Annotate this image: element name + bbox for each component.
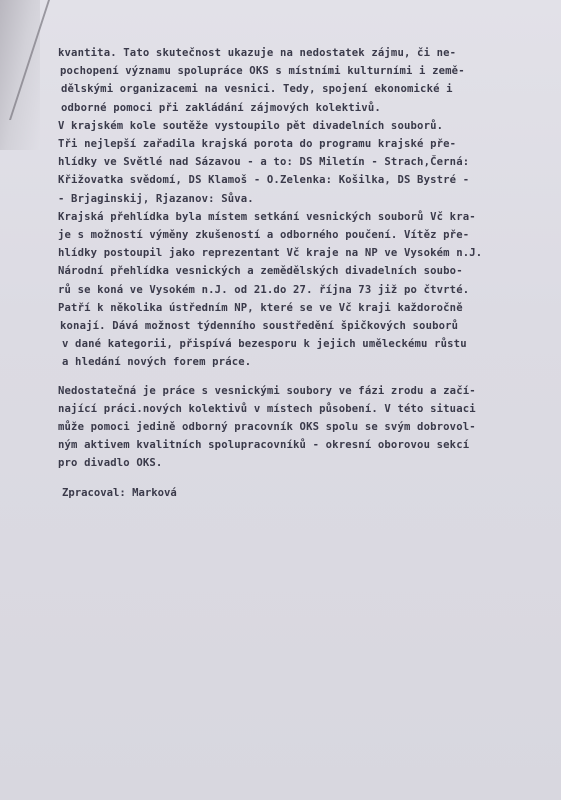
text-line: ným aktivem kvalitních spolupracovníků - okresní oborovou sekcí bbox=[58, 439, 470, 452]
text-line: Tři nejlepší zařadila krajská porota do programu krajské pře- bbox=[58, 138, 457, 151]
text-line: kvantita. Tato skutečnost ukazuje na nedostatek zájmu, či ne- bbox=[58, 47, 457, 59]
text-line: Národní přehlídka vesnických a zemědělských divadelních soubo- bbox=[58, 265, 463, 278]
text-line: hlídky ve Světlé nad Sázavou - a to: DS Miletín - Strach,Černá: bbox=[58, 156, 470, 169]
text-line: konají. Dává možnost týdenního soustředění špičkových souborů bbox=[60, 320, 459, 333]
text-line: Patří k několika ústředním NP, které se ve Vč kraji každoročně bbox=[58, 301, 463, 314]
paragraph-2 bbox=[58, 382, 528, 473]
author-signature-line: Zpracoval: Marková bbox=[62, 487, 177, 499]
text-line: a hledání nových forem práce. bbox=[62, 356, 252, 369]
text-line: hlídky postoupil jako reprezentant Vč kraje na NP ve Vysokém n.J. bbox=[58, 247, 483, 260]
text-line: V krajském kole soutěže vystoupilo pět divadelních souborů. bbox=[58, 119, 444, 132]
text-line: Nedostatečná je práce s vesnickými soubory ve fázi zrodu a začí- bbox=[58, 384, 476, 397]
text-line: rů se koná ve Vysokém n.J. od 21.do 27. října 73 již po čtvrté. bbox=[58, 283, 470, 296]
text-line: odborné pomoci při zakládání zájmových kolektivů. bbox=[61, 101, 381, 114]
text-line: Krajská přehlídka byla místem setkání vesnických souborů Vč kra- bbox=[58, 210, 476, 223]
text-line: pro divadlo OKS. bbox=[58, 457, 163, 470]
text-line: dělskými organizacemi na vesnici. Tedy, spojení ekonomické i bbox=[61, 83, 453, 96]
paragraph-gap bbox=[58, 372, 528, 382]
text-line: je s možností výměny zkušeností a odborného poučení. Vítěz pře- bbox=[58, 229, 470, 242]
paragraph-1 bbox=[58, 44, 528, 372]
text-line: Křižovatka svědomí, DS Klamoš - O.Zelenka: Košilka, DS Bystré - bbox=[58, 174, 470, 187]
typed-text-body bbox=[58, 44, 528, 473]
text-line: - Brjaginskij, Rjazanov: Sůva. bbox=[58, 192, 254, 205]
text-line: pochopení významu spolupráce OKS s místními kulturními i země- bbox=[60, 65, 465, 78]
text-line: v dané kategorii, přispívá bezesporu k jejich uměleckému růstu bbox=[62, 338, 467, 351]
text-line: může pomoci jedině odborný pracovník OKS spolu se svým dobrovol- bbox=[58, 421, 476, 434]
text-line: nající práci.nových kolektivů v místech působení. V této situaci bbox=[58, 402, 476, 415]
